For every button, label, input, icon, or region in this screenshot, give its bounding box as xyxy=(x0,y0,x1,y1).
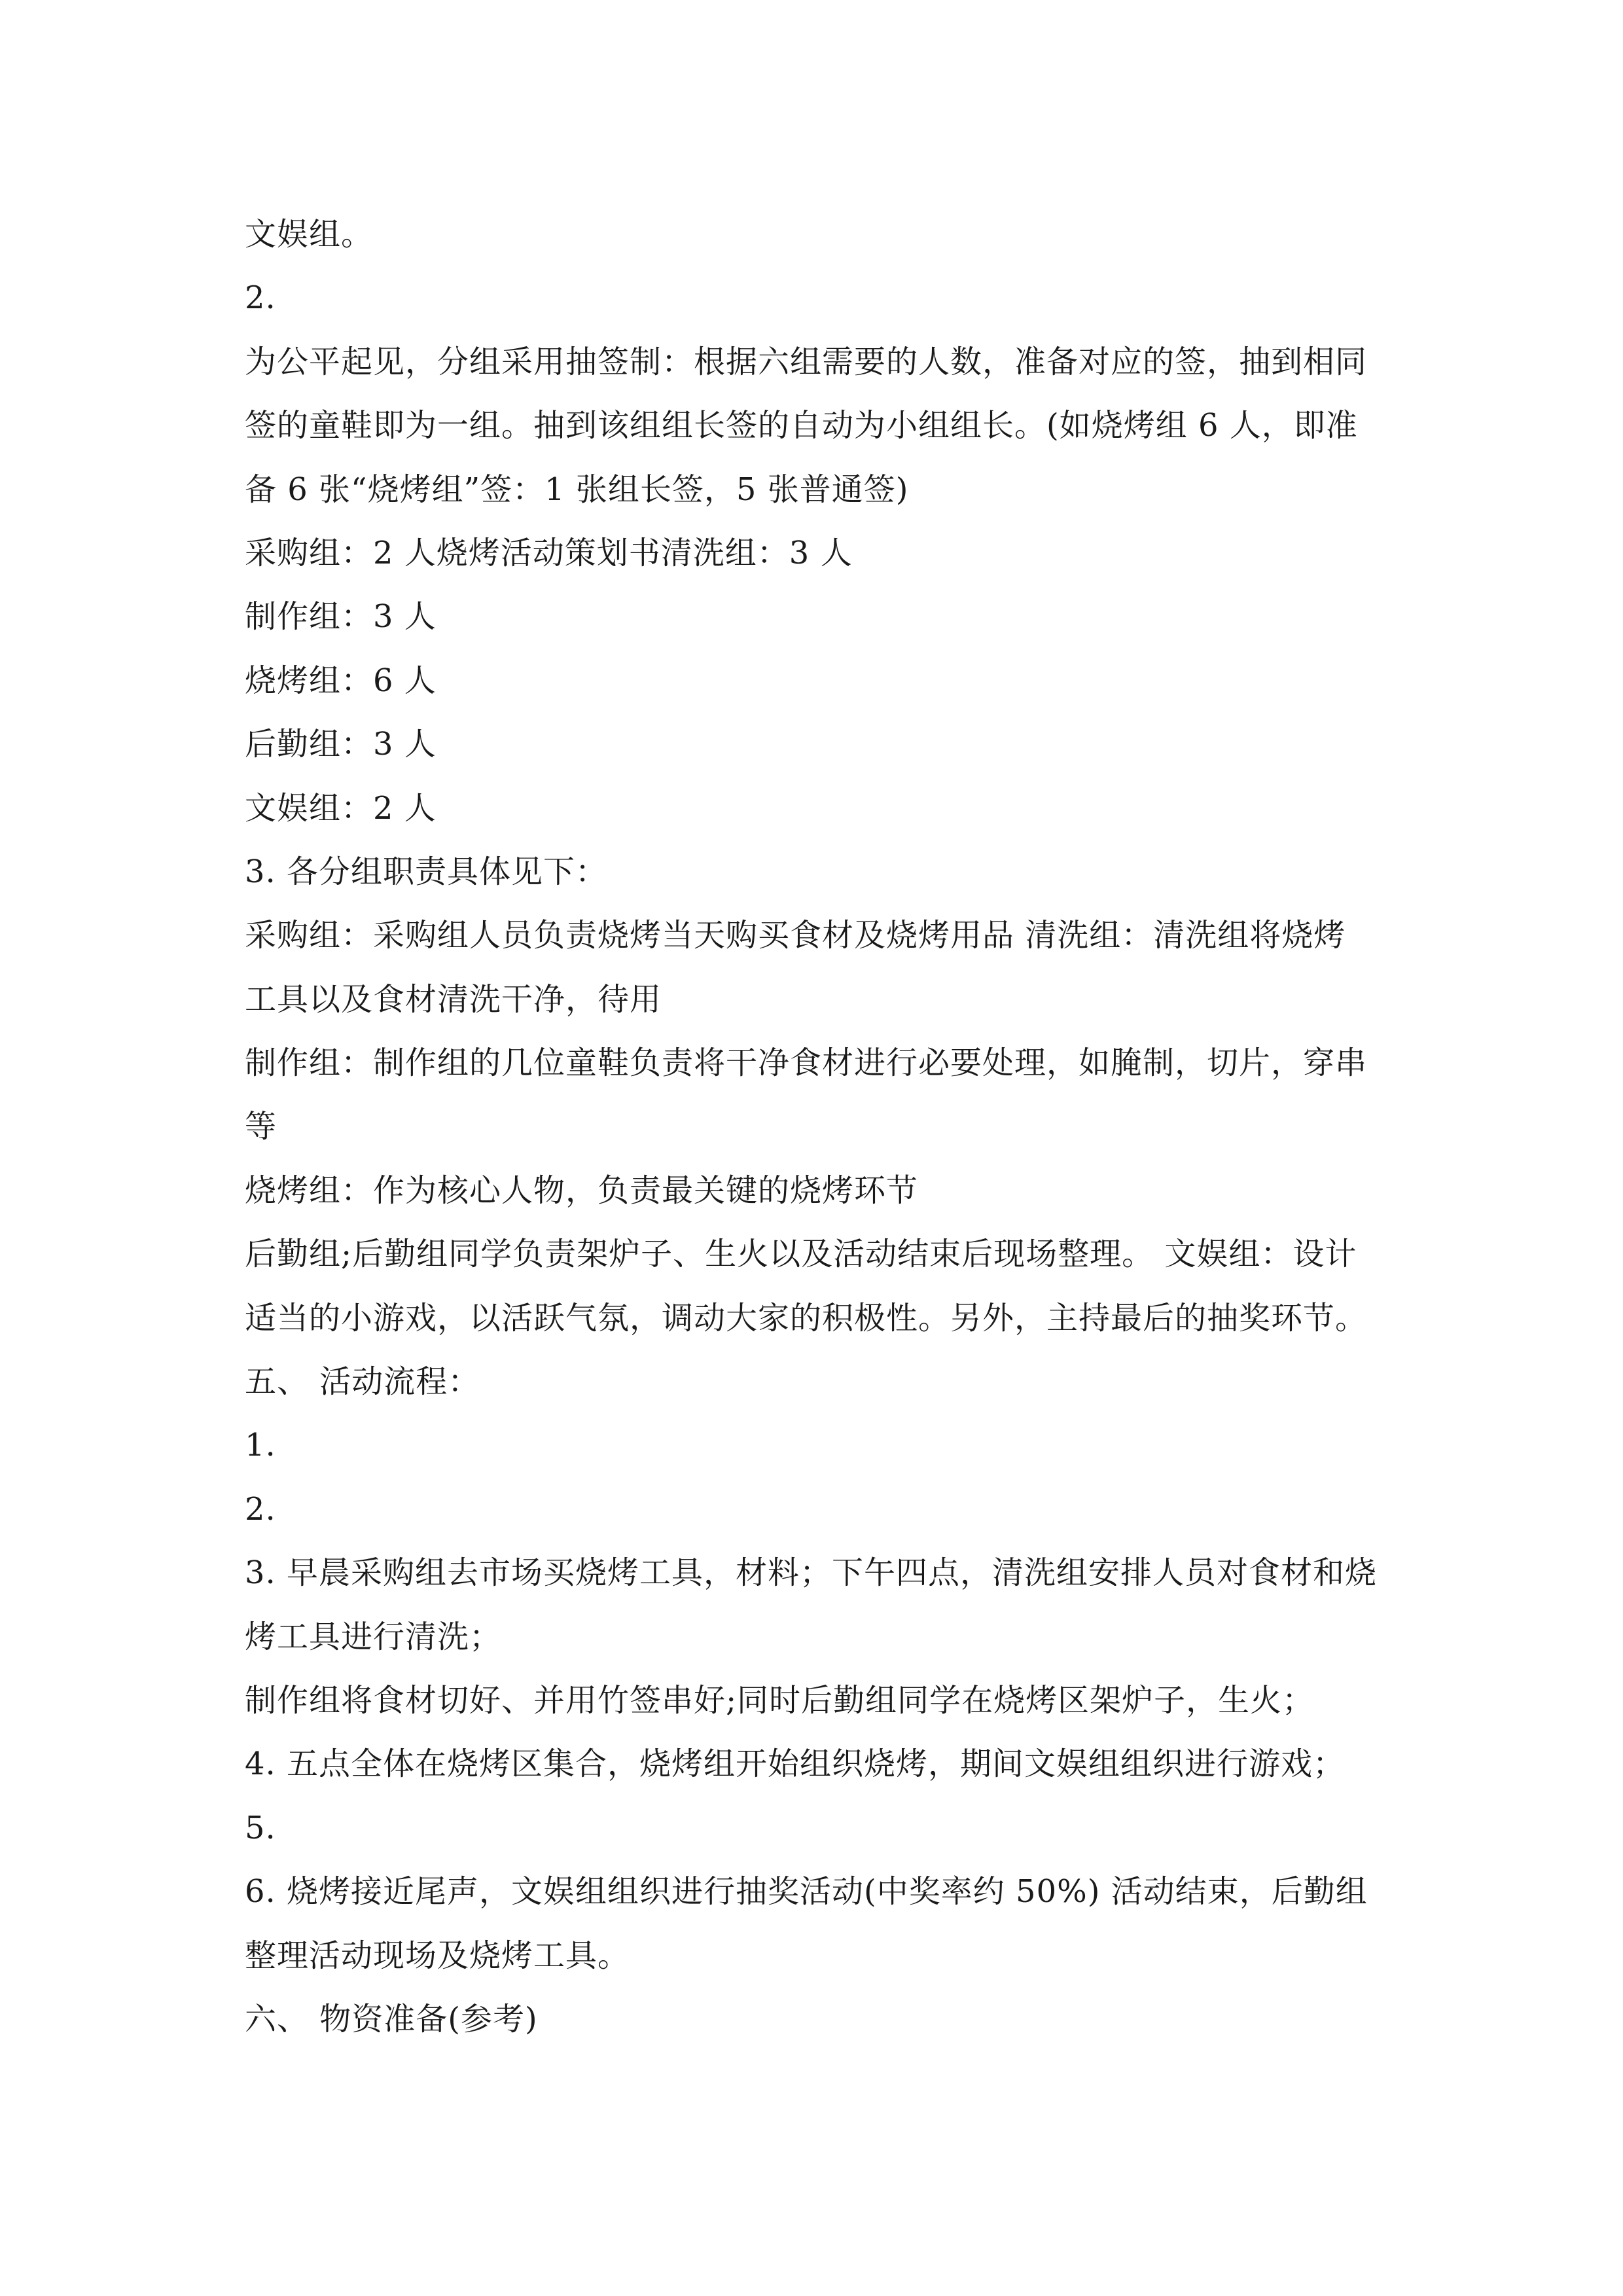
text-line: 烧烤组：作为核心人物，负责最关键的烧烤环节 xyxy=(245,1172,919,1209)
section-heading: 五、 活动流程： xyxy=(245,1363,480,1401)
text-line: 采购组：采购组人员负责烧烤当天购买食材及烧烤用品 清洗组：清洗组将烧烤 xyxy=(245,917,1346,954)
text-line: 制作组：3 人 xyxy=(245,598,437,636)
text-line: 3. 早晨采购组去市场买烧烤工具，材料；下午四点，清洗组安排人员对食材和烧 xyxy=(245,1554,1378,1592)
text-line: 2. xyxy=(245,279,276,317)
text-line: 文娱组：2 人 xyxy=(245,789,437,827)
text-line: 4. 五点全体在烧烤区集合，烧烤组开始组织烧烤，期间文娱组组织进行游戏； xyxy=(245,1746,1346,1783)
text-line: 文娱组。 xyxy=(245,216,374,253)
section-heading: 六、 物资准备(参考) xyxy=(245,2000,538,2037)
text-line: 制作组将食材切好、并用竹签串好;同时后勤组同学在烧烤区架炉子，生火； xyxy=(245,1681,1315,1719)
text-line: 等 xyxy=(245,1108,277,1145)
text-line: 为公平起见，分组采用抽签制：根据六组需要的人数，准备对应的签，抽到相同 xyxy=(245,343,1368,380)
document-body xyxy=(245,203,1383,2051)
text-line: 备 6 张“烧烤组”签：1 张组长签，5 张普通签) xyxy=(245,471,909,508)
text-line: 适当的小游戏，以活跃气氛，调动大家的积极性。另外，主持最后的抽奖环节。 xyxy=(245,1299,1368,1336)
text-line: 2. xyxy=(245,1490,276,1528)
text-line: 烤工具进行清洗； xyxy=(245,1618,502,1655)
text-line: 烧烤组：6 人 xyxy=(245,662,437,699)
text-line: 整理活动现场及烧烤工具。 xyxy=(245,1937,630,1974)
text-line: 1. xyxy=(245,1427,276,1464)
text-line: 制作组：制作组的几位童鞋负责将干净食材进行必要处理，如腌制，切片，穿串 xyxy=(245,1045,1368,1082)
section-heading: 3. 各分组职责具体见下： xyxy=(245,853,608,890)
text-line: 5. xyxy=(245,1809,276,1846)
text-line: 采购组：2 人烧烤活动策划书清洗组：3 人 xyxy=(245,534,853,571)
text-line: 签的童鞋即为一组。抽到该组组长签的自动为小组组长。(如烧烤组 6 人，即准 xyxy=(245,407,1358,444)
text-line: 后勤组;后勤组同学负责架炉子、生火以及活动结束后现场整理。 文娱组：设计 xyxy=(245,1236,1357,1273)
text-line: 工具以及食材清洗干净，待用 xyxy=(245,980,662,1018)
text-line: 6. 烧烤接近尾声，文娱组组织进行抽奖活动(中奖率约 50%) 活动结束，后勤组 xyxy=(245,1873,1368,1910)
text-line: 后勤组：3 人 xyxy=(245,726,437,763)
